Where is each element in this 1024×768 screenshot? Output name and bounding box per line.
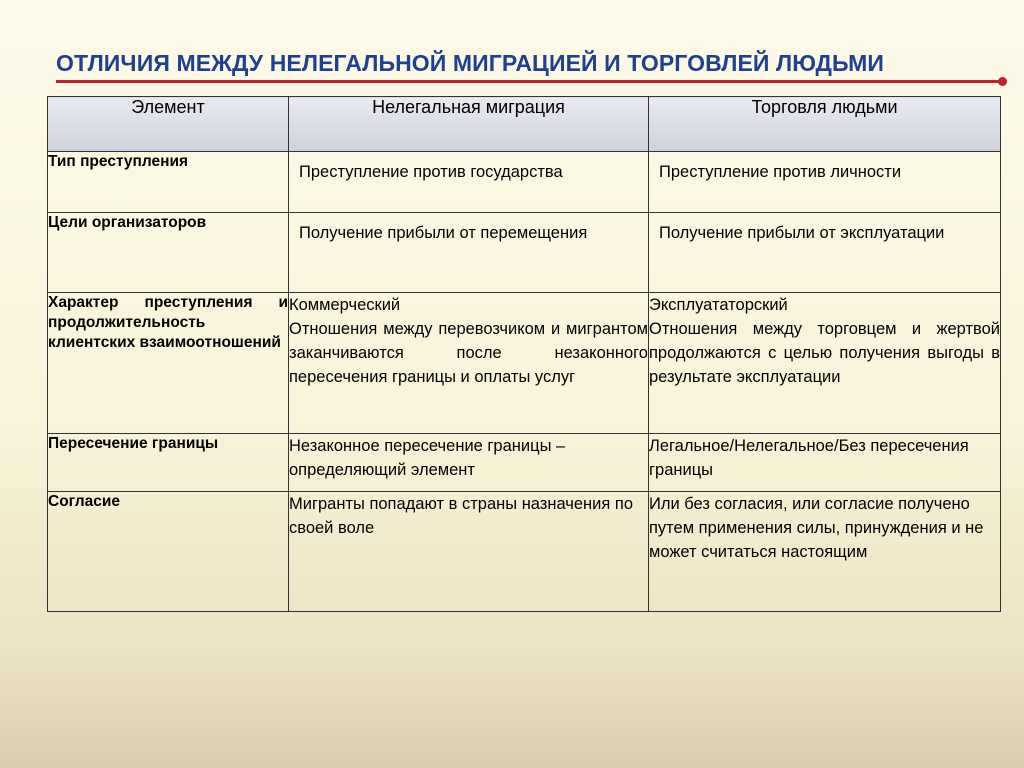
human-trafficking-cell: Преступление против личности	[649, 152, 1001, 213]
title-underline-dot	[998, 77, 1007, 86]
row-label: Пересечение границы	[48, 434, 289, 492]
row-label: Согласие	[48, 492, 289, 612]
illegal-migration-cell: Получение прибыли от перемещения	[289, 213, 649, 293]
table-row	[48, 492, 1001, 612]
human-trafficking-cell: Или без согласия, или согласие получено путем применения силы, принуждения и не может считаться настоящим	[649, 492, 1001, 612]
human-trafficking-cell: Получение прибыли от эксплуатации	[649, 213, 1001, 293]
illegal-migration-cell: Незаконное пересечение границы – определяющий элемент	[289, 434, 649, 492]
header-human-trafficking: Торговля людьми	[649, 97, 1001, 152]
row-label: Тип преступления	[48, 152, 289, 213]
title-underline	[56, 80, 1002, 83]
human-trafficking-cell	[649, 293, 1001, 434]
header-illegal-migration: Нелегальная миграция	[289, 97, 649, 152]
illegal-migration-cell: Преступление против государства	[289, 152, 649, 213]
cell-title: Эксплуататорский	[649, 296, 788, 314]
cell-text: Отношения между торговцем и жертвой продолжаются с целью получения выгоды в результате эксплуатации	[649, 320, 1000, 386]
row-label	[48, 293, 289, 434]
illegal-migration-cell: Мигранты попадают в страны назначения по своей воле	[289, 492, 649, 612]
table-row	[48, 293, 1001, 434]
row-label-text: Характер преступления и продолжительность клиентских взаимоотношений	[48, 294, 288, 351]
cell-text: Отношения между перевозчиком и мигрантом заканчиваются после незаконного пересечения границы и оплаты услуг	[289, 320, 648, 386]
header-row	[48, 97, 1001, 152]
cell-title: Коммерческий	[289, 296, 401, 314]
comparison-table	[47, 96, 1001, 612]
row-label: Цели организаторов	[48, 213, 289, 293]
table-row	[48, 434, 1001, 492]
table-row	[48, 152, 1001, 213]
human-trafficking-cell: Легальное/Нелегальное/Без пересечения границы	[649, 434, 1001, 492]
header-element: Элемент	[48, 97, 289, 152]
page-title: ОТЛИЧИЯ МЕЖДУ НЕЛЕГАЛЬНОЙ МИГРАЦИЕЙ И ТОРГОВЛЕЙ ЛЮДЬМИ	[56, 50, 884, 76]
table-row	[48, 213, 1001, 293]
illegal-migration-cell	[289, 293, 649, 434]
